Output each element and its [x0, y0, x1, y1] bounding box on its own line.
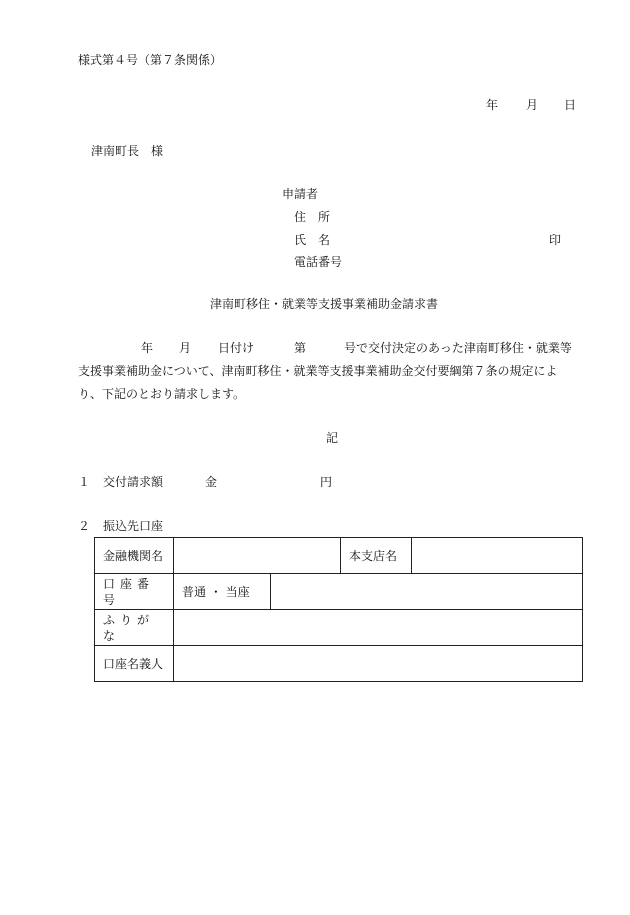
body-line2: 支援事業補助金について、津南町移住・就業等支援事業補助金交付要綱第７条の規定によ	[78, 364, 558, 378]
branch-name-field[interactable]	[412, 538, 583, 574]
date-day-label: 日	[564, 98, 577, 112]
account-holder-label: 口座名義人	[95, 646, 174, 682]
item2-label: 振込先口座	[103, 519, 164, 533]
branch-name-label: 本支店名	[341, 538, 412, 574]
applicant-heading: 申請者	[282, 187, 319, 201]
body-month-label: 月	[179, 341, 192, 355]
bank-name-label: 金融機関名	[95, 538, 174, 574]
item1-yen-label: 円	[320, 475, 333, 489]
form-number: 様式第４号（第７条関係）	[78, 53, 223, 67]
body-number-prefix: 第	[294, 341, 307, 355]
body-line3: り、下記のとおり請求します。	[78, 387, 246, 401]
seal-mark: 印	[549, 233, 562, 247]
ki-heading: 記	[326, 431, 339, 445]
account-number-label: 口座番号	[95, 574, 174, 610]
body-line1-rest: 号で交付決定のあった津南町移住・就業等	[344, 341, 572, 355]
table-row	[95, 646, 583, 682]
furigana-field[interactable]	[174, 610, 583, 646]
item1-kin-label: 金	[205, 475, 218, 489]
furigana-label: ふりがな	[95, 610, 174, 646]
table-row	[95, 574, 583, 610]
account-type-options[interactable]: 普通 ・ 当座	[174, 574, 271, 610]
body-year-label: 年	[141, 341, 154, 355]
account-holder-field[interactable]	[174, 646, 583, 682]
bank-account-table	[94, 537, 583, 682]
bank-name-field[interactable]	[174, 538, 341, 574]
item1-number: １	[78, 475, 91, 489]
account-number-field[interactable]	[271, 574, 583, 610]
table-row	[95, 610, 583, 646]
item1-label: 交付請求額	[103, 475, 164, 489]
phone-label: 電話番号	[294, 255, 343, 269]
date-year-label: 年	[486, 98, 499, 112]
table-row	[95, 538, 583, 574]
date-month-label: 月	[526, 98, 539, 112]
item2-number: ２	[78, 519, 91, 533]
addressee: 津南町長 様	[91, 144, 164, 158]
document-title: 津南町移住・就業等支援事業補助金請求書	[210, 297, 439, 311]
body-dated-label: 日付け	[218, 341, 255, 355]
name-label: 氏 名	[294, 233, 331, 247]
address-label: 住 所	[294, 210, 331, 224]
